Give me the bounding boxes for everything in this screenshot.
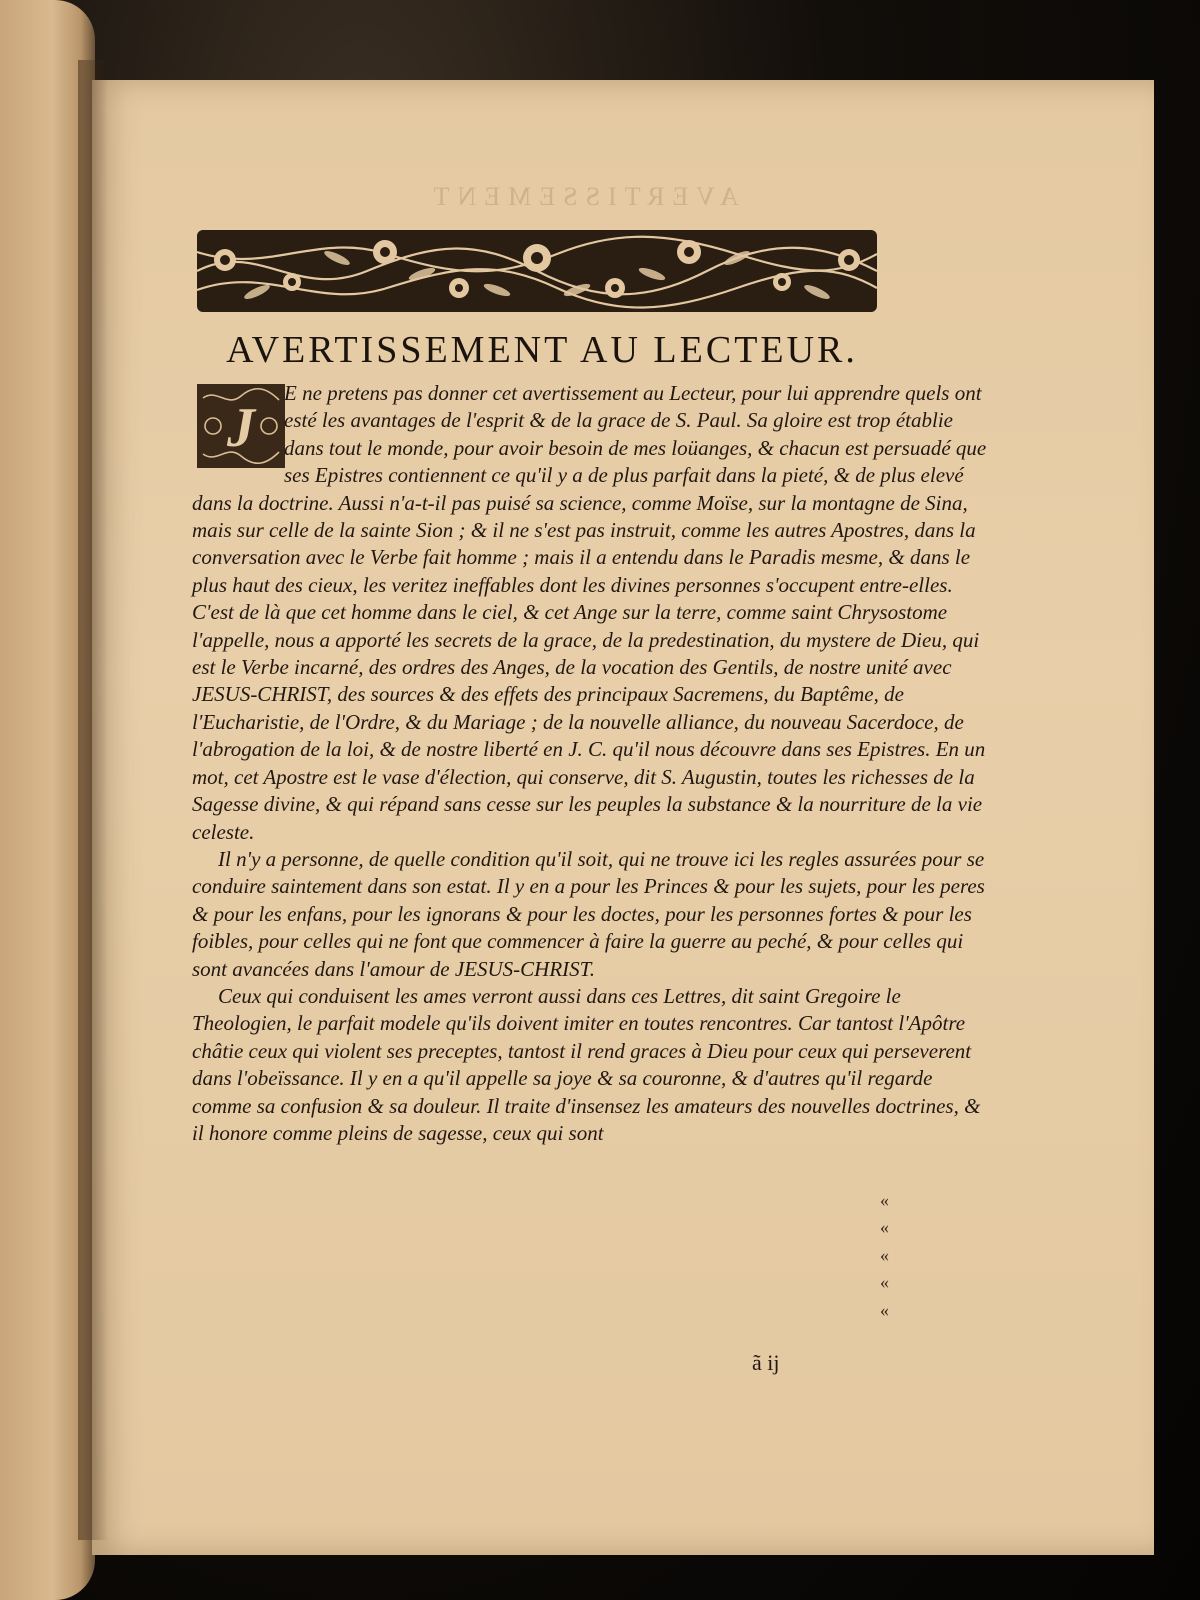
margin-quote-marks — [880, 1187, 910, 1324]
svg-text:J: J — [227, 397, 255, 459]
floral-headpiece-ornament — [197, 230, 877, 312]
quote-mark: « — [880, 1190, 889, 1210]
spine-shadow — [78, 60, 108, 1540]
quote-mark: « — [880, 1272, 889, 1293]
quote-mark: « — [880, 1244, 889, 1265]
quote-mark: « — [880, 1217, 889, 1238]
paragraph-1 — [192, 380, 992, 846]
paragraph-2: Il n'y a personne, de quelle condition qu'il soit, qui ne trouve ici les regles assurées pour se conduire saintement dans son estat. Il y en a pour les Princes & pour les sujets, pour les peres & pour les enfans, pour les ignorans & pour les doctes, pour les personnes fortes & pour les foibles, pour celles qui ne font que commencer à faire la guerre au peché, & pour celles qui sont avancées dans l'amour de JESUS-CHRIST. — [192, 846, 985, 981]
signature-mark: ã ij — [752, 1350, 780, 1375]
article-body — [192, 380, 992, 1147]
bleed-through-header: AVERTISSEMENT — [425, 182, 739, 211]
page-title: AVERTISSEMENT AU LECTEUR. — [226, 329, 858, 371]
paragraph-1-text: E ne pretens pas donner cet avertissement au Lecteur, pour lui apprendre quels ont esté les avantages de l'esprit & de la grace de S. Paul. Sa gloire est trop établie dans tout le monde, pour avoir besoin de mes loüanges, & chacun est persuadé que ses Epistres contiennent ce qu'il y a de plus parfait dans la pieté, & de plus elevé dans la doctrine. Aussi n'a-t-il pas puisé sa science, comme Moïse, sur la montagne de Sina, mais sur celle de la sainte Sion ; & il ne s'est pas instruit, comme les autres Apostres, dans la conversation avec le Verbe fait homme ; mais il a entendu dans le Paradis mesme, & dans le plus haut des cieux, les veritez ineffables dont les divines personnes s'occupent entre-elles. C'est de là que cet homme dans le ciel, & cet Ange sur la terre, comme saint Chrysostome l'appelle, nous a apporté les secrets de la grace, de la predestination, du mystere de Dieu, qui est le Verbe incarné, des ordres des Anges, de la vocation des Gentils, de nostre unité avec JESUS-CHRIST, des sources & des effets des principaux Sacremens, du Baptême, de l'Eucharistie, de l'Ordre, & du Mariage ; de la nouvelle alliance, du nouveau Sacerdoce, de l'abrogation de la loi, & de nostre liberté en J. C. qu'il nous découvre dans ses Epistres. En un mot, cet Apostre est le vase d'élection, qui conserve, dit S. Augustin, toutes les richesses de la Sagesse divine, & qui répand sans cesse sur les peuples la substance & la nourriture de la vie celeste. — [192, 381, 987, 844]
paragraph-3: Ceux qui conduisent les ames verront aussi dans ces Lettres, dit saint Gregoire le Theologien, le parfait modele qu'ils doivent imiter en toutes rencontres. Car tantost l'Apôtre châtie ceux qui violent ses preceptes, tantost il rend graces à Dieu pour ceux qui perseverent dans l'obeïssance. Il y en a qu'il appelle sa joye & sa couronne, & d'autres qu'il regarde comme sa confusion & sa douleur. Il traite d'insensez les amateurs des nouvelles doctrines, & il honore comme pleins de sagesse, ceux qui sont — [192, 983, 981, 1145]
drop-cap-space — [192, 380, 284, 464]
book-page — [92, 80, 1154, 1555]
quote-mark: « — [880, 1299, 889, 1320]
